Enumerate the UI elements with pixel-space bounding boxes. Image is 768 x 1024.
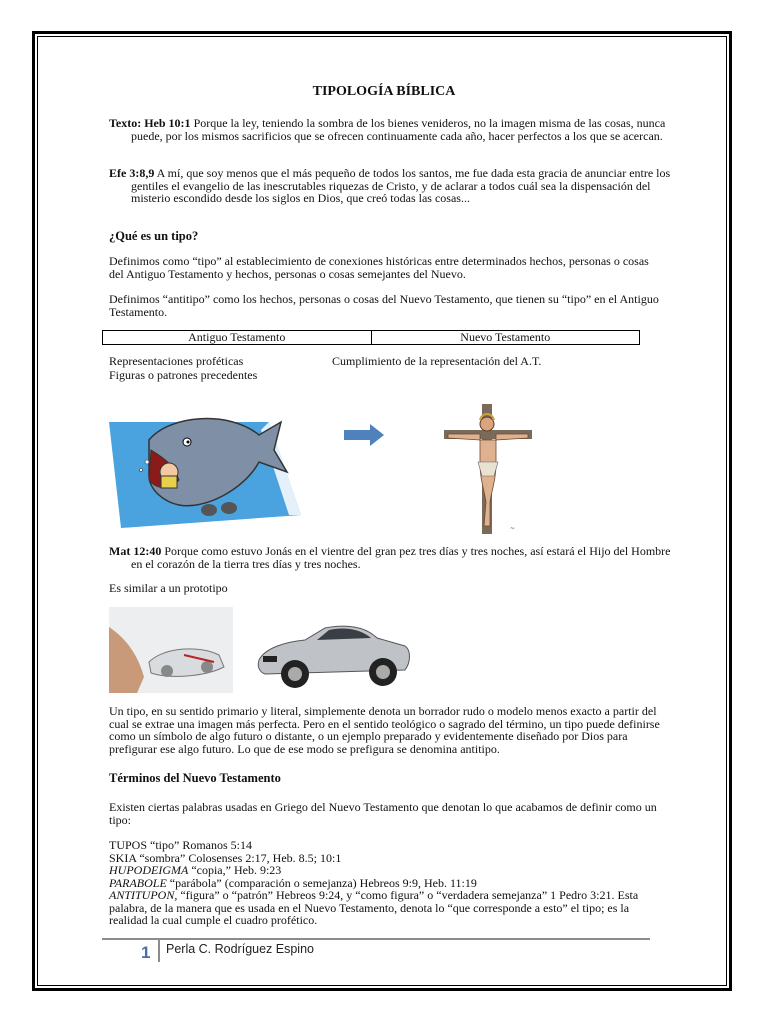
efe-label: Efe 3:8,9: [109, 166, 155, 180]
term-tupos: TUPOS “tipo” Romanos 5:14: [109, 838, 252, 852]
texto-label: Texto: Heb 10:1: [109, 116, 191, 130]
efe-body: A mí, que soy menos que el más pequeño de todos los santos, me fue dada esta gracia de anunciar entre los gentiles el evangelio de las inescrutables riquezas de Cristo, y de aclarar a todos cuál sea la dispensación del misterio escondido desde los siglos en Dios, que creó todas las cosas...: [131, 166, 671, 205]
footer-author: Perla C. Rodríguez Espino: [166, 942, 314, 956]
footer-separator: [158, 940, 160, 962]
que-es-heading: ¿Qué es un tipo?: [109, 229, 199, 243]
arrow-right-icon: [344, 424, 384, 446]
left-col-line1: Representaciones proféticas: [109, 354, 244, 368]
term-skia: SKIA “sombra” Colosenses 2:17, Heb. 8.5; 10:1: [109, 850, 342, 865]
svg-text:~: ~: [510, 525, 516, 532]
right-col-line1: Cumplimiento de la representación del A.T.: [332, 354, 542, 368]
similar-text: Es similar a un prototipo: [109, 581, 228, 595]
car-sketch-image: [109, 607, 233, 693]
jonah-whale-image: [109, 410, 305, 530]
document-title: TIPOLOGÍA BÍBLICA: [312, 84, 456, 99]
explanation-paragraph: Un tipo, en su sentido primario y literal, simplemente denota un borrador rudo o modelo menos exacto a partir del cual se extrae una imagen más perfecta. Pero en el sentido teológico o sagrado del término, un tipo puede definirse como un símbolo de algo futuro o distante, o un ejemplo preparado y evidentemente diseñado por Dios para prefigurar ese algo futuro. Lo que de ese modo se prefigura se denomina antitipo.: [109, 704, 660, 756]
table-col-nuevo: Nuevo Testamento: [371, 331, 640, 345]
footer-divider: [102, 938, 650, 940]
testament-table: [102, 330, 640, 345]
term-hupodeigma: HUPODEIGMA “copia,” Heb. 9:23: [109, 863, 282, 877]
terminos-intro: Existen ciertas palabras usadas en Griego del Nuevo Testamento que denotan lo que acabamos de definir como un tipo:: [109, 800, 657, 827]
mat-paragraph: [109, 545, 683, 570]
terms-list: [109, 839, 661, 927]
def-antitipo: Definimos “antitipo” como los hechos, personas o cosas del Nuevo Testamento, que tienen su “tipo” en el Antiguo Testamento.: [109, 292, 659, 319]
left-col-line2: Figuras o patrones precedentes: [109, 368, 258, 382]
jesus-figure: [448, 434, 528, 526]
def-tipo: Definimos como “tipo” al establecimiento de conexiones históricas entre determinados hechos, personas o cosas del Antiguo Testamento y hechos, personas o cosas semejantes del Nuevo.: [109, 254, 649, 281]
car-photo-image: [255, 620, 413, 693]
texto-paragraph: [109, 117, 683, 142]
terminos-heading: Términos del Nuevo Testamento: [109, 771, 281, 785]
texto-body: Porque la ley, teniendo la sombra de los bienes venideros, no la imagen misma de las cosas, nunca puede, por los mismos sacrificios que se ofrecen continuamente cada año, hacer perfectos a los que se acercan.: [131, 116, 666, 143]
efe-paragraph: [109, 167, 683, 205]
table-col-antiguo: Antiguo Testamento: [103, 331, 372, 345]
crucifix-image: [440, 404, 536, 534]
term-parabole: PARABOLE “parábola” (comparación o semejanza) Hebreos 9:9, Heb. 11:19: [109, 875, 477, 890]
term-antitupon: ANTITUPON, “figura” o “patrón” Hebreos 9:24, y “como figura” o “verdadera semejanza” 1 Pedro 3:21. Esta palabra, de la manera que es usada en el Nuevo Testamento, denota lo “que corresponde a esto” el tipo; es la realidad la cual cumple el cuadro profético.: [109, 888, 639, 927]
mat-label: Mat 12:40: [109, 544, 162, 558]
page-number: 1: [141, 943, 151, 962]
mat-body: Porque como estuvo Jonás en el vientre del gran pez tres días y tres noches, así estará el Hijo del Hombre en el corazón de la tierra tres días y tres noches.: [131, 544, 671, 571]
